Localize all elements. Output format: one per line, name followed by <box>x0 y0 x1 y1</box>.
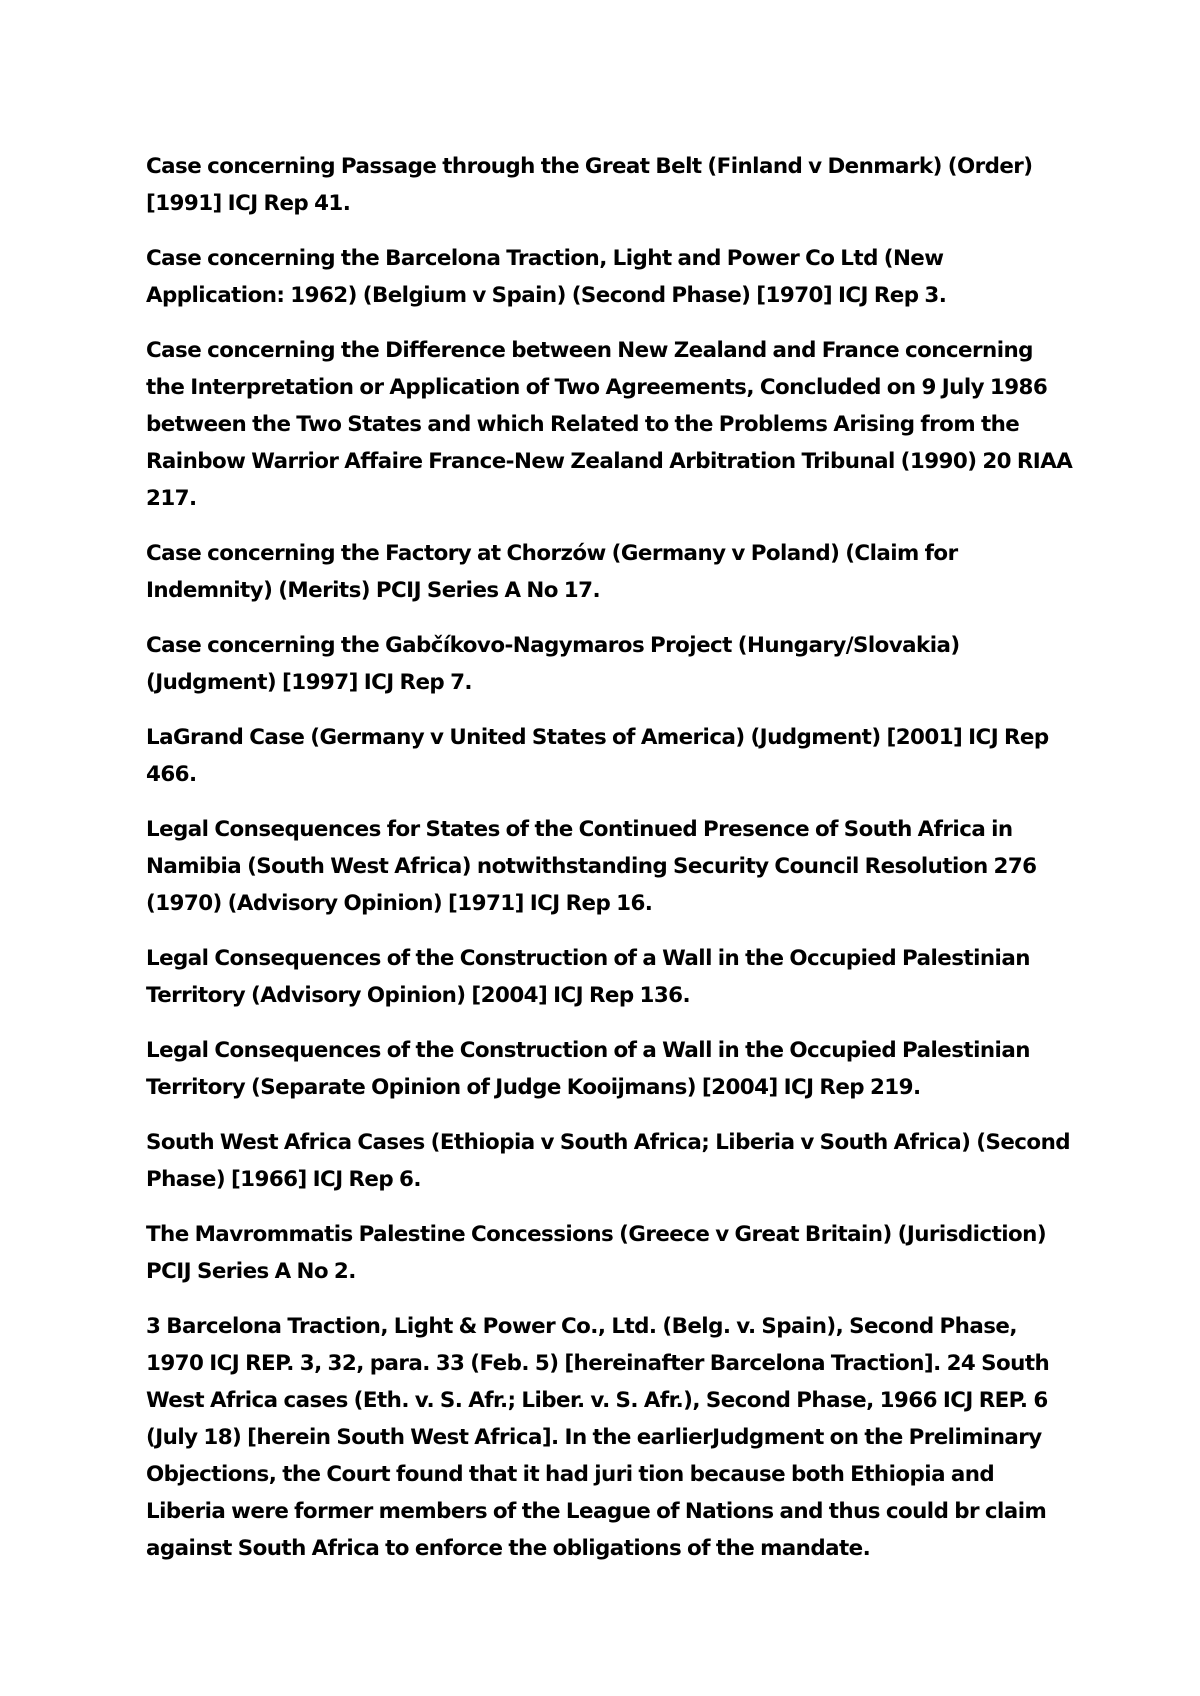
reference-entry-wall-kooijmans-opinion: Legal Consequences of the Construction of a Wall in the Occupied Palestinian Territory (Separate Opinion of Judge Kooijmans) [2004] ICJ Rep 219. <box>146 1038 1030 1100</box>
reference-entry-chorzow-factory: Case concerning the Factory at Chorzów (Germany v Poland) (Claim for Indemnity) (Merits) PCIJ Series A No 17. <box>146 541 958 603</box>
reference-entry-mavrommatis: The Mavrommatis Palestine Concessions (Greece v Great Britain) (Jurisdiction) PCIJ Series A No 2. <box>146 1222 1047 1284</box>
footnote-paragraph: 3 Barcelona Traction, Light & Power Co., Ltd. (Belg. v. Spain), Second Phase, 1970 ICJ REP. 3, 32, para. 33 (Feb. 5) [hereinafter Barcelona Traction]. 24 South West Africa cases (Eth. v. S. Afr.; Liber. v. S. Afr.), Second Phase, 1966 ICJ REP. 6 (July 18) [herein South West Africa]. In the earlierJudgment on the Preliminary Objections, the Court found that it had juri tion because both Ethiopia and Liberia were former members of the League of Nations and thus could br claim against South Africa to enforce the obligations of the mandate. <box>146 1314 1050 1561</box>
reference-entry-namibia-opinion: Legal Consequences for States of the Continued Presence of South Africa in Namibia (South West Africa) notwithstanding Security Council Resolution 276 (1970) (Advisory Opinion) [1971] ICJ Rep 16. <box>146 817 1037 916</box>
reference-entry-wall-advisory-opinion: Legal Consequences of the Construction of a Wall in the Occupied Palestinian Territory (Advisory Opinion) [2004] ICJ Rep 136. <box>146 946 1030 1008</box>
reference-entry-rainbow-warrior: Case concerning the Difference between New Zealand and France concerning the Interpretation or Application of Two Agreements, Concluded on 9 July 1986 between the Two States and which Related to the Problems Arising from the Rainbow Warrior Affaire France-New Zealand Arbitration Tribunal (1990) 20 RIAA 217. <box>146 338 1073 511</box>
reference-entry-barcelona-traction: Case concerning the Barcelona Traction, Light and Power Co Ltd (New Application: 1962) (Belgium v Spain) (Second Phase) [1970] ICJ Rep 3. <box>146 246 947 308</box>
reference-entry-gabcikovo-nagymaros: Case concerning the Gabčíkovo-Nagymaros Project (Hungary/Slovakia) (Judgment) [1997] ICJ Rep 7. <box>146 633 960 695</box>
reference-list <box>146 148 1076 1585</box>
reference-entry-lagrand: LaGrand Case (Germany v United States of America) (Judgment) [2001] ICJ Rep 466. <box>146 725 1049 787</box>
reference-entry-great-belt: Case concerning Passage through the Great Belt (Finland v Denmark) (Order) [1991] ICJ Rep 41. <box>146 154 1033 216</box>
reference-entry-south-west-africa: South West Africa Cases (Ethiopia v South Africa; Liberia v South Africa) (Second Phase) [1966] ICJ Rep 6. <box>146 1130 1071 1192</box>
